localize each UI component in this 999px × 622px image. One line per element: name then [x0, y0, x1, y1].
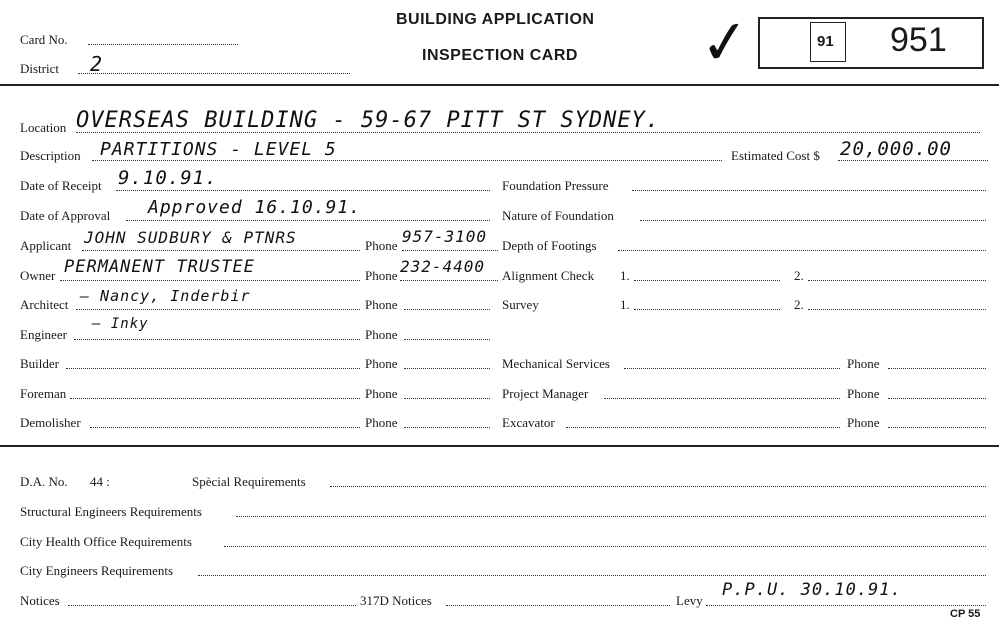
project-manager-label: Project Manager: [502, 386, 589, 401]
da-label: D.A. No.: [20, 474, 68, 489]
alignment-2-line: [808, 280, 986, 281]
card-no-line: [88, 44, 238, 45]
estimated-cost-label: Estimated Cost $: [731, 148, 820, 163]
applicant-phone-label: Phone: [365, 238, 398, 253]
district-line: [78, 73, 350, 74]
project-manager-phone-line: [888, 398, 986, 399]
district-value: 2: [90, 52, 104, 76]
mechanical-phone-label: Phone: [847, 356, 880, 371]
builder-phone-label: Phone: [365, 356, 398, 371]
architect-label: Architect: [20, 297, 69, 312]
check-mark-icon: ✓: [696, 5, 754, 81]
notices-317d-line: [446, 605, 670, 606]
survey-label: Survey: [502, 297, 539, 312]
estimated-cost-line: [838, 160, 988, 161]
applicant-value: JOHN SUDBURY & PTNRS: [84, 228, 297, 247]
levy-line: [706, 605, 986, 606]
depth-footings-label: Depth of Footings: [502, 238, 597, 253]
notices-317d-label: 317D Notices: [360, 593, 432, 608]
foreman-label: Foreman: [20, 386, 67, 401]
notices-line: [68, 605, 356, 606]
title-line1: BUILDING APPLICATION: [396, 11, 595, 28]
location-value: OVERSEAS BUILDING - 59-67 PITT ST SYDNEY.: [76, 108, 661, 133]
card-number: 951: [890, 21, 947, 59]
description-value: PARTITIONS - LEVEL 5: [100, 139, 337, 160]
card-number-box: [758, 17, 984, 69]
survey-2-line: [808, 309, 986, 310]
header-divider: [0, 84, 999, 86]
alignment-1: 1.: [620, 268, 630, 283]
mechanical-phone-line: [888, 368, 986, 369]
engineer-phone-label: Phone: [365, 327, 398, 342]
survey-1-line: [634, 309, 780, 310]
health-line: [224, 546, 986, 547]
foundation-pressure-line: [632, 190, 986, 191]
excavator-phone-label: Phone: [847, 415, 880, 430]
foreman-line: [70, 398, 360, 399]
project-manager-line: [604, 398, 840, 399]
nature-foundation-line: [640, 220, 986, 221]
architect-value: — Nancy, Inderbir: [80, 287, 251, 305]
applicant-line: [82, 250, 360, 251]
alignment-check-label: Alignment Check: [502, 268, 595, 283]
owner-label: Owner: [20, 268, 56, 283]
receipt-value: 9.10.91.: [118, 167, 218, 189]
owner-line: [60, 280, 360, 281]
approval-line: [126, 220, 490, 221]
owner-phone-label: Phone: [365, 268, 398, 283]
mechanical-line: [624, 368, 840, 369]
builder-line: [66, 368, 360, 369]
architect-phone-label: Phone: [365, 297, 398, 312]
owner-phone-line: [400, 280, 498, 281]
builder-phone-line: [404, 368, 490, 369]
engineer-value: — Inky: [92, 316, 149, 332]
owner-phone-value: 232-4400: [400, 257, 486, 276]
description-label: Description: [20, 148, 81, 163]
survey-2: 2.: [794, 297, 804, 312]
owner-value: PERMANENT TRUSTEE: [64, 257, 255, 277]
estimated-cost-value: 20,000.00: [840, 138, 952, 160]
description-line: [92, 160, 722, 161]
architect-line: [76, 309, 360, 310]
special-requirements-line: [330, 486, 986, 487]
demolisher-phone-line: [404, 427, 490, 428]
card-prefix: 91: [817, 33, 834, 50]
foundation-pressure-label: Foundation Pressure: [502, 178, 609, 193]
applicant-phone-value: 957-3100: [402, 227, 488, 246]
applicant-phone-line: [402, 250, 498, 251]
demolisher-label: Demolisher: [20, 415, 81, 430]
demolisher-line: [90, 427, 360, 428]
approval-value: Approved 16.10.91.: [148, 197, 362, 218]
section-divider: [0, 445, 999, 447]
depth-footings-line: [618, 250, 986, 251]
location-label: Location: [20, 120, 67, 135]
foreman-phone-line: [404, 398, 490, 399]
health-label: City Health Office Requirements: [20, 534, 192, 549]
project-manager-phone-label: Phone: [847, 386, 880, 401]
district-label: District: [20, 61, 59, 76]
special-requirements-label: Spècial Requirements: [192, 474, 306, 489]
engineer-line: [74, 339, 360, 340]
engineer-phone-line: [404, 339, 490, 340]
alignment-1-line: [634, 280, 780, 281]
alignment-2: 2.: [794, 268, 804, 283]
excavator-phone-line: [888, 427, 986, 428]
receipt-line: [116, 190, 490, 191]
excavator-label: Excavator: [502, 415, 555, 430]
form-code: CP 55: [950, 608, 981, 620]
card-no-label: Card No.: [20, 32, 68, 47]
structural-line: [236, 516, 986, 517]
receipt-label: Date of Receipt: [20, 178, 102, 193]
nature-foundation-label: Nature of Foundation: [502, 208, 614, 223]
survey-1: 1.: [620, 297, 630, 312]
architect-phone-line: [404, 309, 490, 310]
foreman-phone-label: Phone: [365, 386, 398, 401]
approval-label: Date of Approval: [20, 208, 111, 223]
title-line2: INSPECTION CARD: [422, 47, 578, 64]
excavator-line: [566, 427, 840, 428]
applicant-label: Applicant: [20, 238, 72, 253]
levy-value: P.P.U. 30.10.91.: [722, 580, 902, 600]
city-eng-label: City Engineers Requirements: [20, 563, 174, 578]
city-eng-line: [198, 575, 986, 576]
demolisher-phone-label: Phone: [365, 415, 398, 430]
engineer-label: Engineer: [20, 327, 67, 342]
notices-label: Notices: [20, 593, 60, 608]
levy-label: Levy: [676, 593, 703, 608]
location-line: [76, 132, 980, 133]
mechanical-label: Mechanical Services: [502, 356, 610, 371]
da-value: 44 :: [90, 474, 110, 489]
builder-label: Builder: [20, 356, 59, 371]
structural-label: Structural Engineers Requirements: [20, 504, 202, 519]
